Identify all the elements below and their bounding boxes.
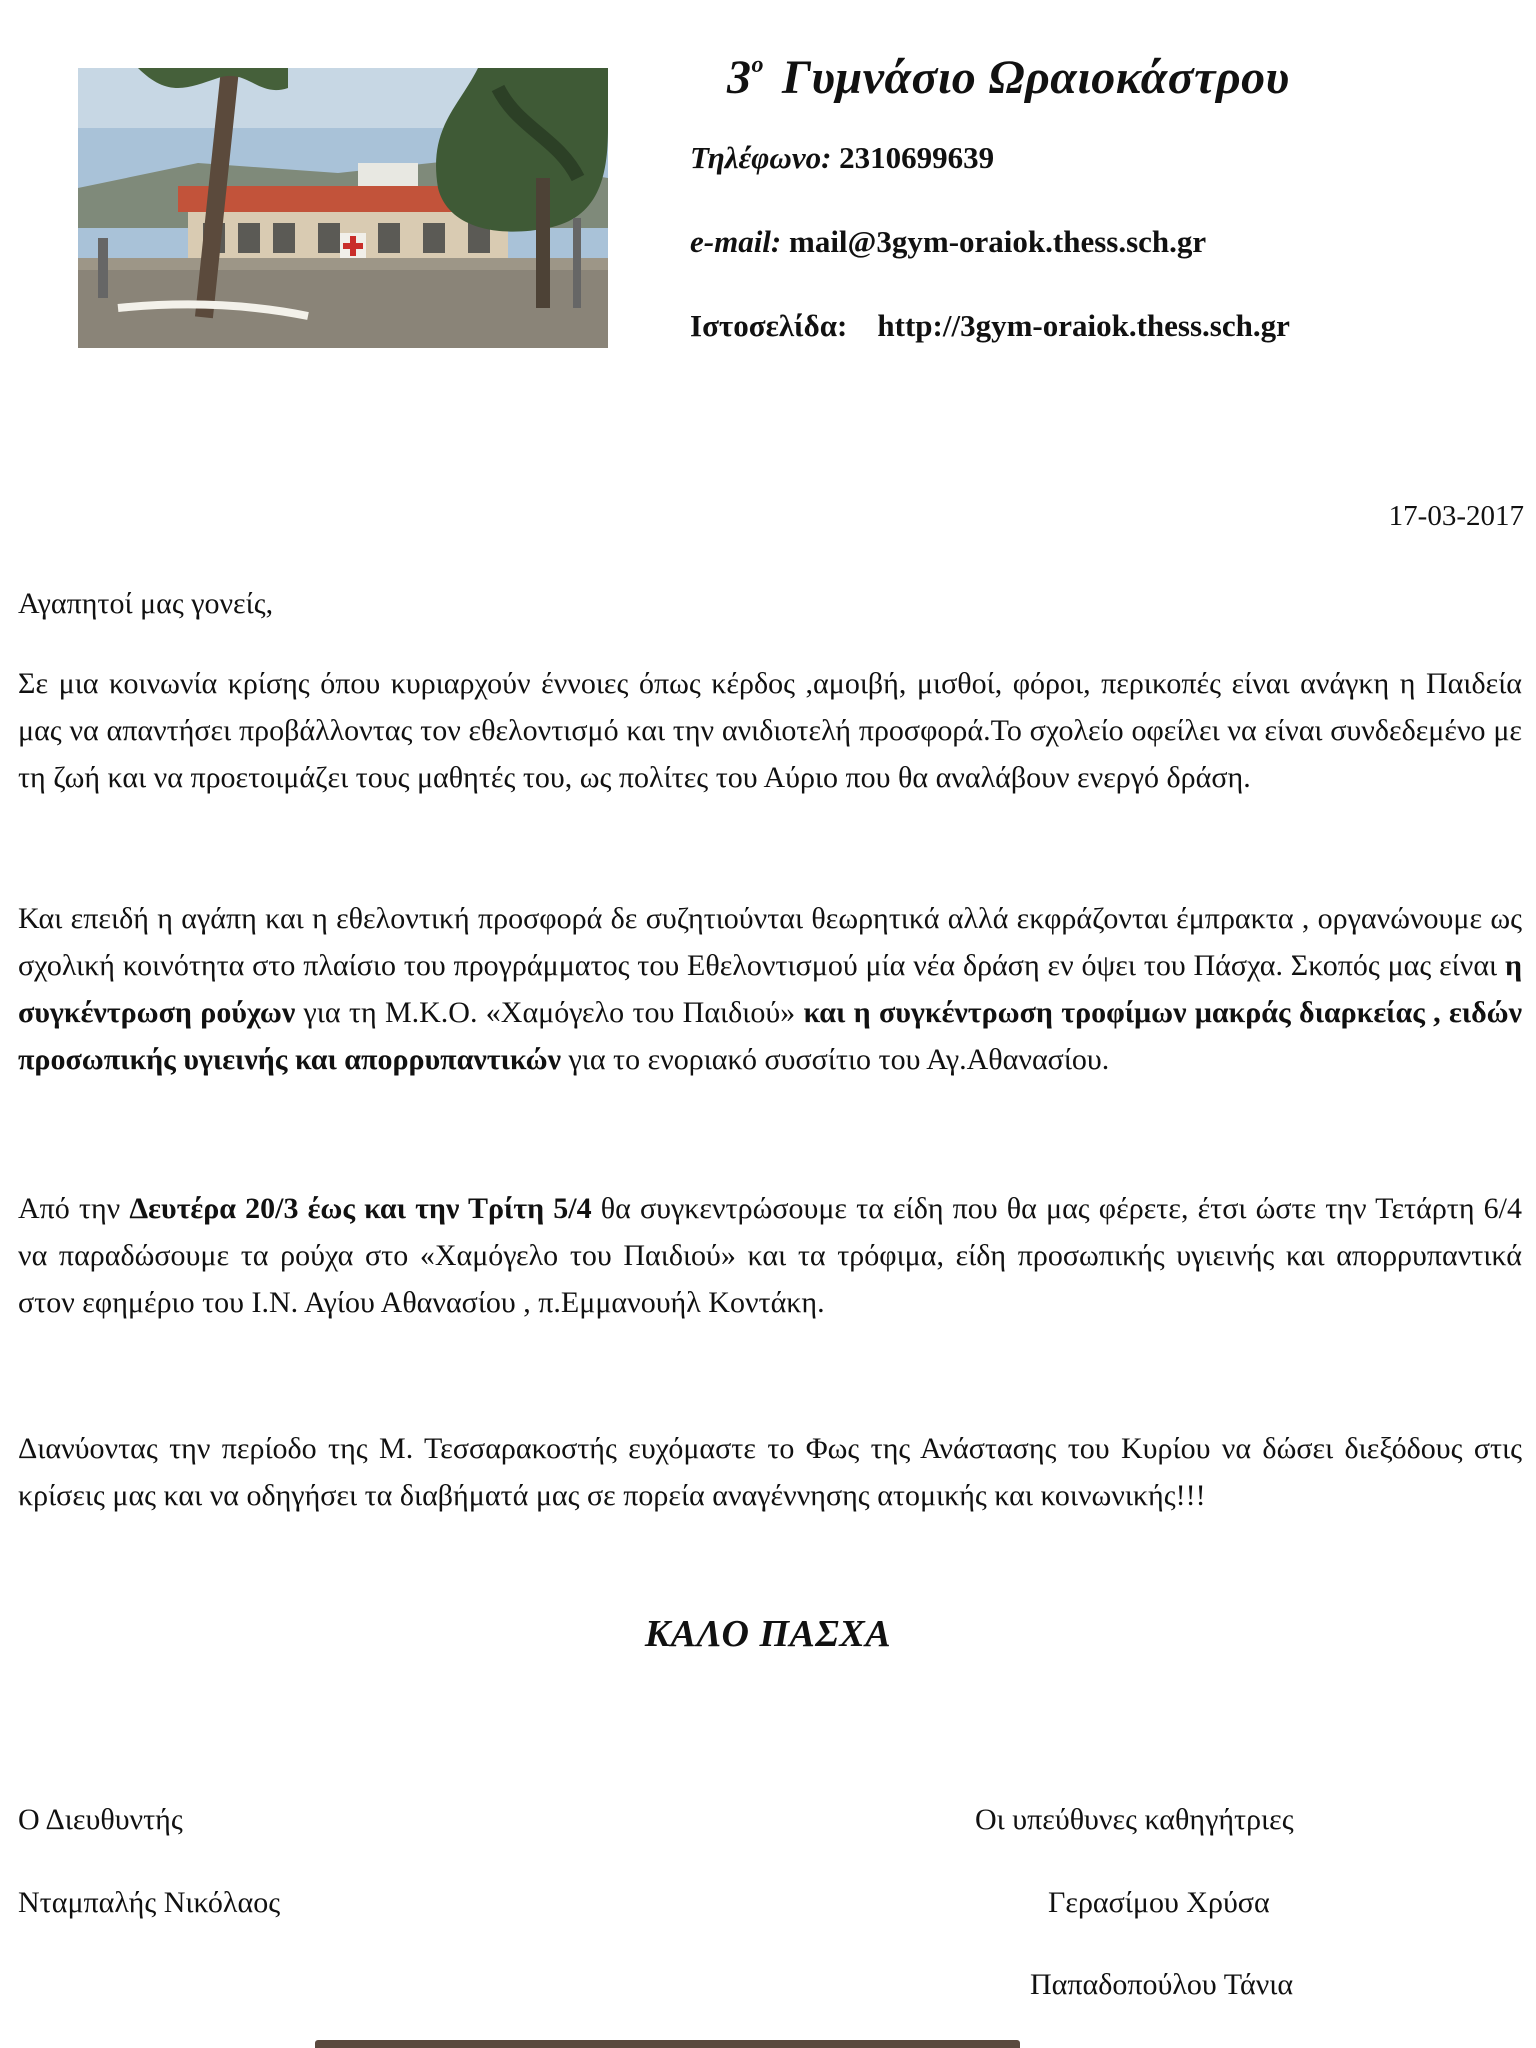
principal-name: Νταμπαλής Νικόλαος bbox=[18, 1886, 281, 1919]
paragraph-3-text-a: Από την bbox=[18, 1192, 130, 1225]
paragraph-2-bold-b: και η συγκέντρωση τροφίμων μακράς διαρκείας , ειδών προσωπικής υγιεινής και απορρυπαντικών bbox=[18, 996, 1522, 1076]
phone-value: 2310699639 bbox=[839, 140, 995, 175]
teacher-name-2: Παπαδοπούλου Τάνια bbox=[1030, 1968, 1294, 2001]
teacher-name-1: Γερασίμου Χρύσα bbox=[1048, 1886, 1270, 1919]
paragraph-2-text-b: για τη Μ.Κ.Ο. «Χαμόγελο του Παιδιού» bbox=[295, 996, 804, 1029]
closing-wish-text: ΚΑΛΟ ΠΑΣΧΑ bbox=[644, 1613, 892, 1655]
paragraph-4: Διανύοντας την περίοδο της Μ. Τεσσαρακοστής ευχόμαστε το Φως της Ανάστασης του Κυρίου να δώσει διεξόδους στις κρίσεις μας και να οδηγήσει τα διαβήματά μας σε πορεία αναγέννησης ατομικής και κοινωνικής!!! bbox=[18, 1432, 1522, 1512]
paragraph-3-bold-a: Δευτέρα 20/3 έως και την Τρίτη 5/4 bbox=[129, 1192, 592, 1225]
email-label: e-mail: bbox=[690, 224, 782, 259]
school-photo-illustration bbox=[78, 68, 608, 348]
paragraph-2-text-c: για το ενοριακό συσσίτιο του Αγ.Αθανασίου. bbox=[560, 1043, 1110, 1076]
letter-date: 17-03-2017 bbox=[1388, 500, 1524, 532]
phone-line bbox=[690, 140, 994, 176]
phone-label: Τηλέφωνο: bbox=[690, 140, 832, 175]
school-number: 3 bbox=[727, 51, 752, 104]
teachers-title: Οι υπεύθυνες καθηγήτριες bbox=[975, 1803, 1294, 1836]
paragraph-2-text-a: Και επειδή η αγάπη και η εθελοντική προσφορά δε συζητιούνται θεωρητικά αλλά εκφράζονται έμπρακτα , οργανώνουμε ως σχολική κοινότητα στο πλαίσιο του προγράμματος του Εθελοντισμού μία νέα δράση εν όψει του Πάσχα. Σκοπός μας είναι bbox=[18, 902, 1522, 982]
paragraph-2 bbox=[18, 895, 1522, 1083]
paragraph-1: Σε μια κοινωνία κρίσης όπου κυριαρχούν έννοιες όπως κέρδος ,αμοιβή, μισθοί, φόροι, περικοπές είναι ανάγκη η Παιδεία μας να απαντήσει προβάλλοντας τον εθελοντισμό και την ανιδιοτελή προσφορά.Το σχολείο οφείλει να είναι συνδεδεμένο με τη ζωή και να προετοιμάζει τους μαθητές του, ως πολίτες του Αύριο που θα αναλάβουν ενεργό δράση. bbox=[18, 667, 1522, 794]
school-name-heading bbox=[727, 50, 1290, 105]
school-number-superscript: ο bbox=[751, 52, 764, 78]
email-value: mail@3gym-oraiok.thess.sch.gr bbox=[789, 224, 1207, 259]
email-line bbox=[690, 224, 1206, 260]
school-name-text: Γυμνάσιο Ωραιοκάστρου bbox=[782, 51, 1290, 104]
principal-title: Ο Διευθυντής bbox=[18, 1803, 183, 1836]
paragraph-2-bold-a: η συγκέντρωση ρούχων bbox=[18, 949, 1522, 1029]
paragraph-3 bbox=[18, 1185, 1522, 1326]
paragraph-3-text-b: θα συγκεντρώσουμε τα είδη που θα μας φέρετε, έτσι ώστε την Τετάρτη 6/4 να παραδώσουμε τα ρούχα στο «Χαμόγελο του Παιδιού» και τα τρόφιμα, είδη προσωπικής υγιεινής και απορρυπαντικά στον εφημέριο του Ι.Ν. Αγίου Αθανασίου , π.Εμμανουήλ Κοντάκη. bbox=[18, 1192, 1522, 1319]
bottom-image-edge bbox=[315, 2040, 1020, 2048]
website-label: Ιστοσελίδα: bbox=[690, 308, 848, 343]
website-value: http://3gym-oraiok.thess.sch.gr bbox=[877, 308, 1290, 343]
closing-wish bbox=[0, 1612, 1536, 1656]
greeting: Αγαπητοί μας γονείς, bbox=[18, 587, 274, 620]
website-line bbox=[690, 308, 1290, 344]
school-photo bbox=[78, 68, 608, 348]
